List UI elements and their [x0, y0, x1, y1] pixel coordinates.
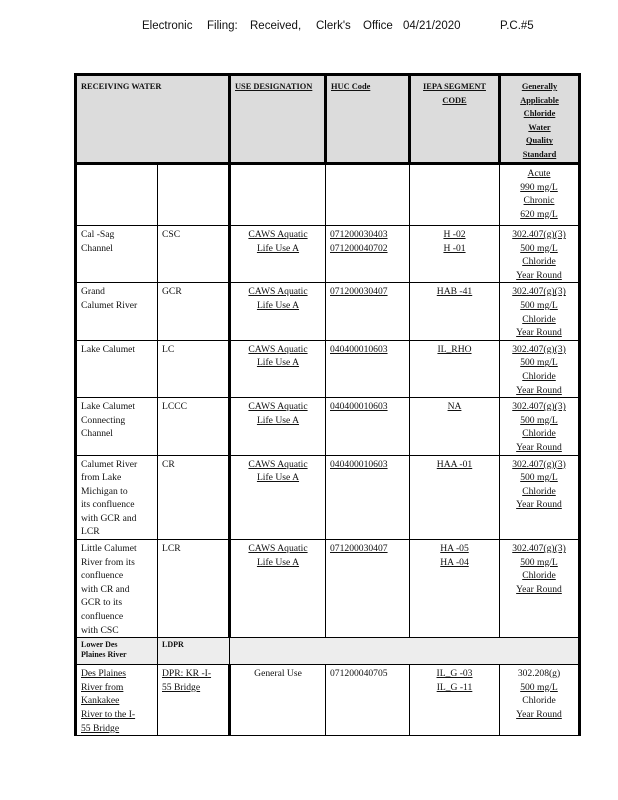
- use-designation: CAWS Aquatic Life Use A: [230, 340, 326, 397]
- table-header-row: [76, 75, 580, 164]
- receiving-water-name: Cal -Sag Channel: [76, 226, 158, 283]
- receiving-water-abbr: CSC: [158, 226, 230, 283]
- iepa-segment-code: H -02 H -01: [410, 226, 500, 283]
- use-designation: CAWS Aquatic Life Use A: [230, 398, 326, 455]
- use-designation: CAWS Aquatic Life Use A: [230, 226, 326, 283]
- receiving-water-name: Lake Calumet: [76, 340, 158, 397]
- receiving-water-abbr: CR: [158, 455, 230, 540]
- chloride-standard: 302.407(g)(3) 500 mg/L Chloride Year Round: [500, 398, 580, 455]
- receiving-water-name: Grand Calumet River: [76, 283, 158, 340]
- header-received: Received,: [250, 20, 302, 32]
- header-clerks: Clerk's: [316, 20, 351, 32]
- des-row-name: Des Plaines River from Kankakee River to the I- 55 Bridge: [76, 665, 158, 736]
- table-row: [76, 398, 580, 455]
- des-row-huc: 071200040705: [326, 665, 410, 736]
- chloride-standard: 302.407(g)(3) 500 mg/L Chloride Year Round: [500, 340, 580, 397]
- col-standard: Generally Applicable Chloride Water Quality Standard: [500, 75, 580, 164]
- table-row: [76, 540, 580, 638]
- huc-code: 071200030407: [326, 283, 410, 340]
- chloride-standards-table: [74, 73, 581, 736]
- col-receiving-water: RECEIVING WATER: [76, 75, 230, 164]
- des-row-std: 302.208(g) 500 mg/L Chloride Year Round: [500, 665, 580, 736]
- huc-code: 040400010603: [326, 340, 410, 397]
- huc-code: 040400010603: [326, 398, 410, 455]
- iepa-segment-code: NA: [410, 398, 500, 455]
- receiving-water-name: Lake Calumet Connecting Channel: [76, 398, 158, 455]
- col-huc-code: HUC Code: [326, 75, 410, 164]
- receiving-water-name: Calumet River from Lake Michigan to its confluence with GCR and LCR: [76, 455, 158, 540]
- table-row: [76, 226, 580, 283]
- receiving-water-abbr: LCCC: [158, 398, 230, 455]
- header-filing: Filing:: [207, 20, 238, 32]
- receiving-water-abbr: LCR: [158, 540, 230, 638]
- iepa-segment-code: HAB -41: [410, 283, 500, 340]
- iepa-segment-code: HAA -01: [410, 455, 500, 540]
- chloride-standard: 302.407(g)(3) 500 mg/L Chloride Year Round: [500, 283, 580, 340]
- use-designation: CAWS Aquatic Life Use A: [230, 540, 326, 638]
- iepa-segment-code: IL_RHO: [410, 340, 500, 397]
- table-row: [76, 283, 580, 340]
- iepa-segment-code: HA -05 HA -04: [410, 540, 500, 638]
- filing-header: [0, 20, 618, 36]
- table-row: [76, 455, 580, 540]
- des-row-iepa: IL_G -03 IL_G -11: [410, 665, 500, 736]
- receiving-water-abbr: GCR: [158, 283, 230, 340]
- header-office: Office: [363, 20, 393, 32]
- receiving-water-name: Little Calumet River from its confluence with CR and GCR to its confluence with CSC: [76, 540, 158, 638]
- use-designation: CAWS Aquatic Life Use A: [230, 283, 326, 340]
- table-row: [76, 164, 580, 226]
- header-date: 04/21/2020: [403, 20, 461, 32]
- header-electronic: Electronic: [142, 20, 193, 32]
- use-designation: CAWS Aquatic Life Use A: [230, 455, 326, 540]
- des-row-abbr: DPR: KR -I- 55 Bridge: [158, 665, 230, 736]
- section-name: Lower Des Plaines River: [76, 638, 158, 665]
- top-standard-cell: Acute 990 mg/L Chronic 620 mg/L: [500, 164, 580, 226]
- section-row: [76, 638, 580, 665]
- chloride-standard: 302.407(g)(3) 500 mg/L Chloride Year Round: [500, 540, 580, 638]
- huc-code: 040400010603: [326, 455, 410, 540]
- des-row-use: General Use: [230, 665, 326, 736]
- chloride-standard: 302.407(g)(3) 500 mg/L Chloride Year Round: [500, 226, 580, 283]
- huc-code: 071200030403 071200040702: [326, 226, 410, 283]
- chloride-standard: 302.407(g)(3) 500 mg/L Chloride Year Round: [500, 455, 580, 540]
- col-use-designation: USE DESIGNATION: [230, 75, 326, 164]
- receiving-water-abbr: LC: [158, 340, 230, 397]
- huc-code: 071200030407: [326, 540, 410, 638]
- table-row: [76, 340, 580, 397]
- section-abbr: LDPR: [158, 638, 230, 665]
- header-pc: P.C.#5: [500, 20, 534, 32]
- table-row: [76, 665, 580, 736]
- col-iepa-segment-code: IEPA SEGMENT CODE: [410, 75, 500, 164]
